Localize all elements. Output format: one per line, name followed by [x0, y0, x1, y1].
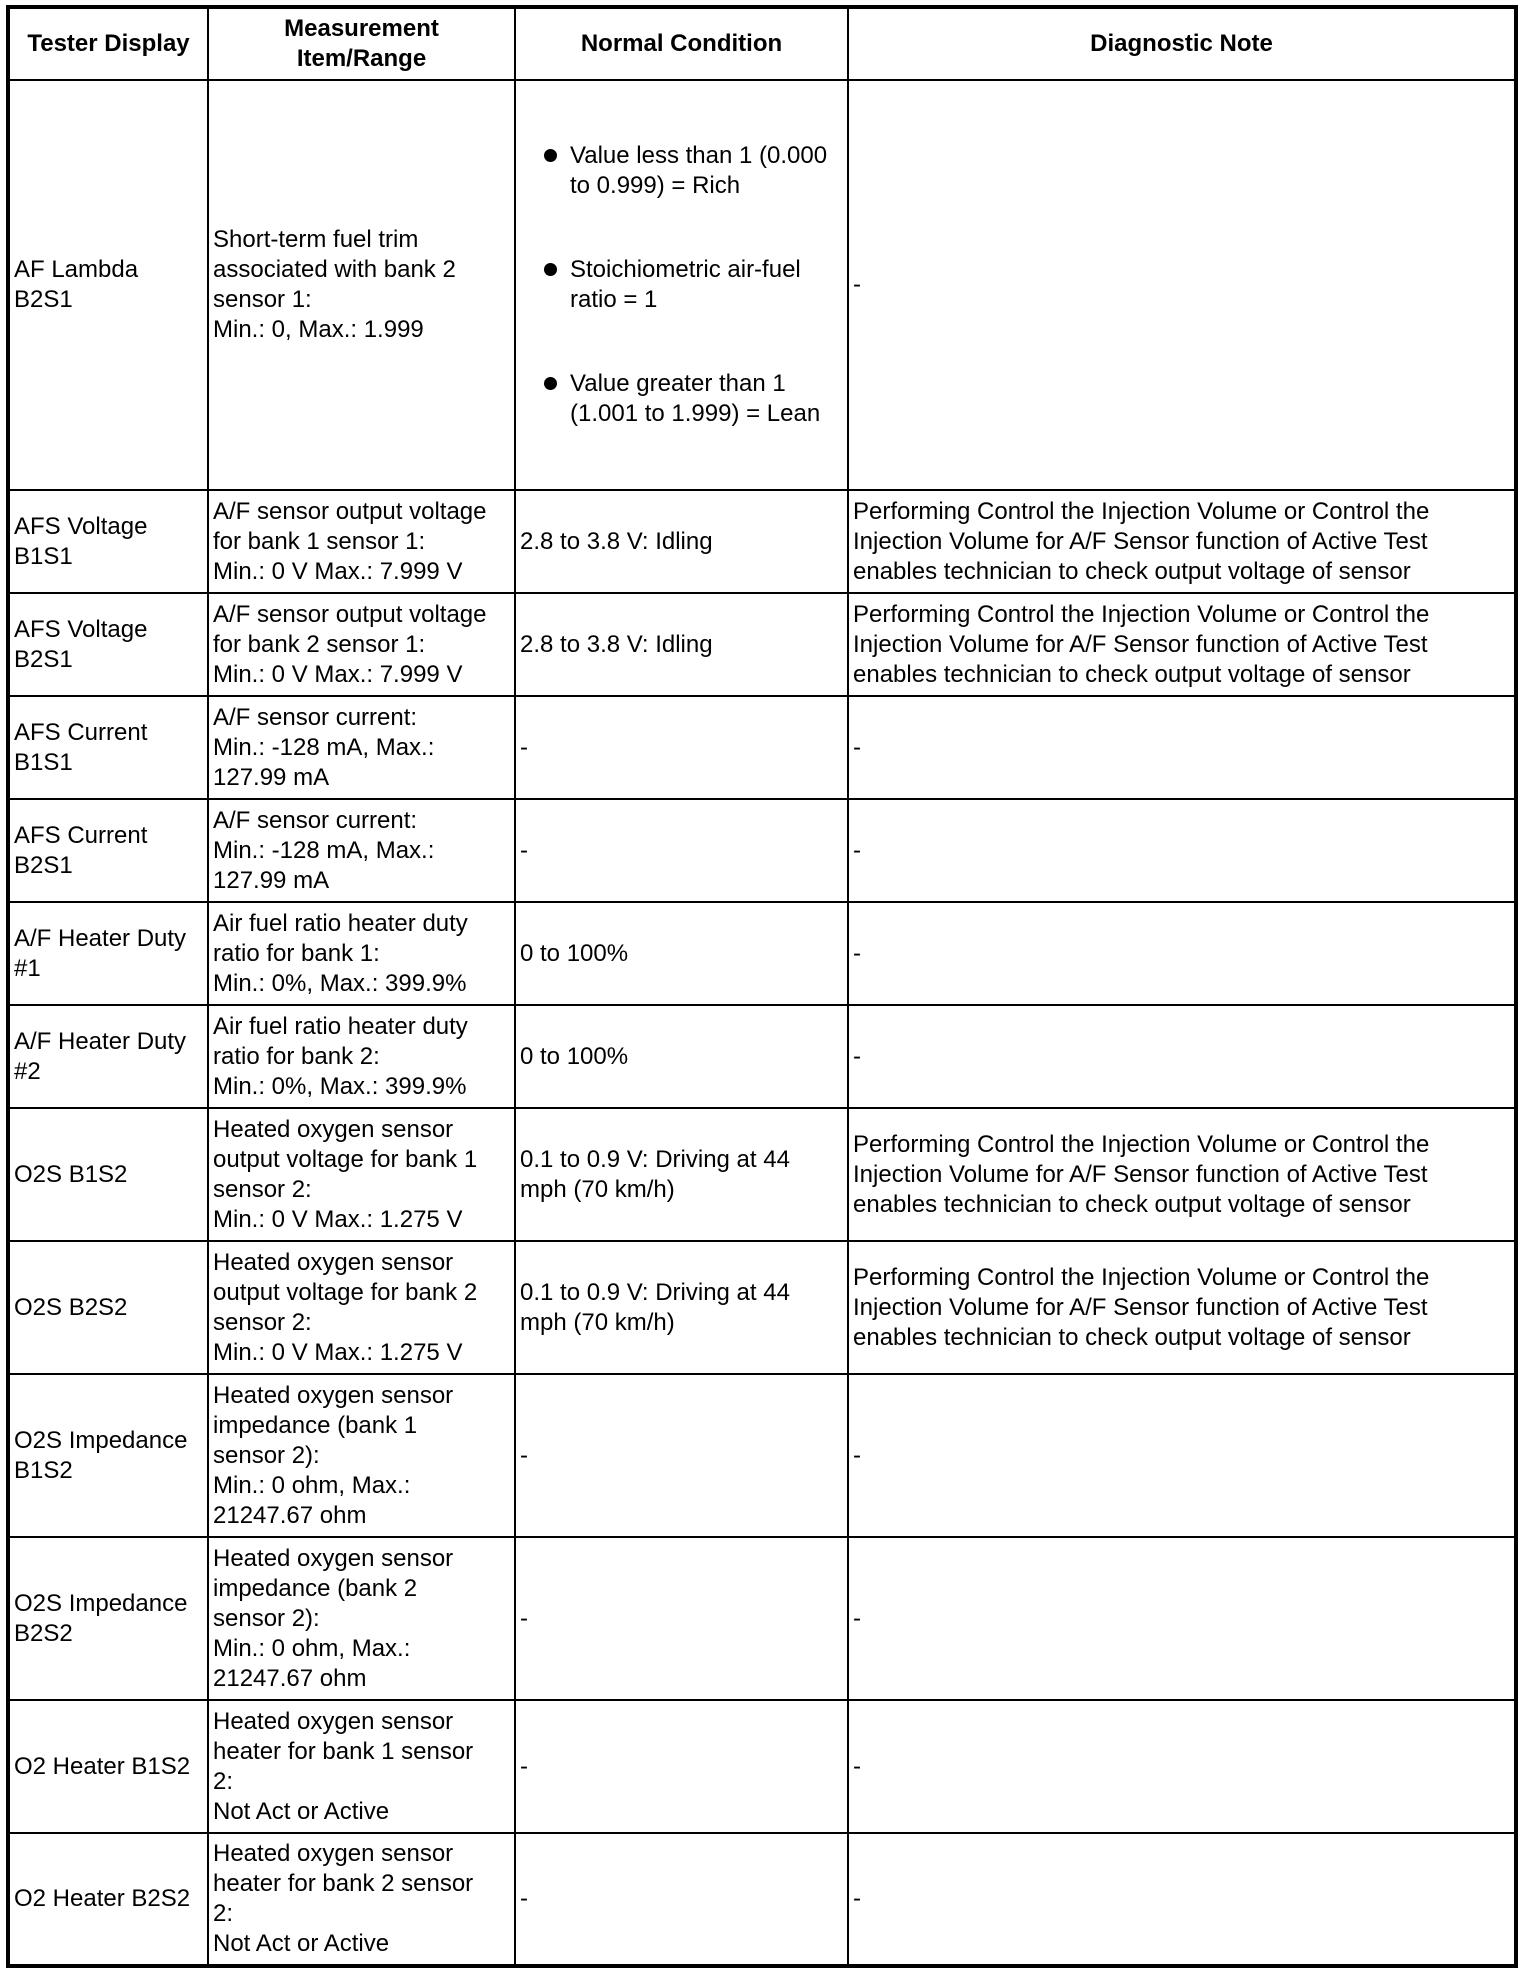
tester-display-cell: AFS Current B2S1 [8, 799, 208, 902]
data-list-table [6, 5, 1518, 1968]
normal-condition-cell: 0 to 100% [515, 902, 848, 1005]
measurement-cell: Heated oxygen sensor heater for bank 2 sensor 2: Not Act or Active [208, 1833, 515, 1966]
tester-display-cell: AF Lambda B2S1 [8, 80, 208, 490]
measurement-cell: Heated oxygen sensor output voltage for bank 2 sensor 2: Min.: 0 V Max.: 1.275 V [208, 1241, 515, 1374]
table-row [8, 902, 1516, 1005]
tester-display-cell: O2S B1S2 [8, 1108, 208, 1241]
bullet-text: Value less than 1 (0.000 to 0.999) = Rich [570, 142, 828, 199]
measurement-cell: A/F sensor output voltage for bank 1 sensor 1: Min.: 0 V Max.: 7.999 V [208, 490, 515, 593]
diagnostic-note-cell: - [848, 1374, 1516, 1537]
tester-display-cell: A/F Heater Duty #2 [8, 1005, 208, 1108]
diagnostic-note-cell: Performing Control the Injection Volume or Control the Injection Volume for A/F Sensor function of Active Test enables technician to check output voltage of sensor [848, 1241, 1516, 1374]
normal-condition-cell: - [515, 696, 848, 799]
normal-condition-cell: - [515, 1700, 848, 1833]
table-row [8, 1833, 1516, 1966]
normal-condition-cell: - [515, 799, 848, 902]
bullet-text: Stoichiometric air-fuel ratio = 1 [570, 256, 801, 313]
bullet-text: Value greater than 1 (1.001 to 1.999) = Lean [570, 370, 821, 427]
normal-condition-cell: 0 to 100% [515, 1005, 848, 1108]
tester-display-cell: AFS Voltage B2S1 [8, 593, 208, 696]
measurement-cell: Heated oxygen sensor impedance (bank 1 sensor 2): Min.: 0 ohm, Max.: 21247.67 ohm [208, 1374, 515, 1537]
table-row [8, 1108, 1516, 1241]
tester-display-cell: AFS Current B1S1 [8, 696, 208, 799]
diagnostic-note-cell: - [848, 1833, 1516, 1966]
diagnostic-note-cell: Performing Control the Injection Volume or Control the Injection Volume for A/F Sensor function of Active Test enables technician to check output voltage of sensor [848, 490, 1516, 593]
list-item [520, 255, 843, 315]
normal-condition-cell: - [515, 1833, 848, 1966]
diagnostic-note-cell: - [848, 696, 1516, 799]
normal-condition-cell: 0.1 to 0.9 V: Driving at 44 mph (70 km/h) [515, 1241, 848, 1374]
normal-condition-cell: - [515, 1537, 848, 1700]
header-normal-condition: Normal Condition [515, 7, 848, 80]
tester-display-cell: O2 Heater B2S2 [8, 1833, 208, 1966]
normal-condition-cell: 2.8 to 3.8 V: Idling [515, 490, 848, 593]
diagnostic-note-cell: - [848, 902, 1516, 1005]
measurement-cell: Air fuel ratio heater duty ratio for bank 2: Min.: 0%, Max.: 399.9% [208, 1005, 515, 1108]
diagnostic-note-cell: - [848, 1005, 1516, 1108]
tester-display-cell: A/F Heater Duty #1 [8, 902, 208, 1005]
normal-condition-list [520, 111, 843, 459]
diagnostic-note-cell: - [848, 799, 1516, 902]
measurement-cell: Air fuel ratio heater duty ratio for bank 1: Min.: 0%, Max.: 399.9% [208, 902, 515, 1005]
table-row [8, 1241, 1516, 1374]
header-measurement: Measurement Item/Range [208, 7, 515, 80]
table-row [8, 593, 1516, 696]
normal-condition-cell [515, 80, 848, 490]
bullet-icon [544, 149, 557, 162]
table-row [8, 696, 1516, 799]
bullet-icon [544, 263, 557, 276]
table-row [8, 1700, 1516, 1833]
diagnostic-note-cell: - [848, 1537, 1516, 1700]
measurement-cell: Heated oxygen sensor output voltage for bank 1 sensor 2: Min.: 0 V Max.: 1.275 V [208, 1108, 515, 1241]
measurement-cell: Short-term fuel trim associated with bank 2 sensor 1: Min.: 0, Max.: 1.999 [208, 80, 515, 490]
diagnostic-note-cell: Performing Control the Injection Volume or Control the Injection Volume for A/F Sensor function of Active Test enables technician to check output voltage of sensor [848, 593, 1516, 696]
header-row [8, 7, 1516, 80]
tester-display-cell: O2 Heater B1S2 [8, 1700, 208, 1833]
diagnostic-note-cell: Performing Control the Injection Volume or Control the Injection Volume for A/F Sensor function of Active Test enables technician to check output voltage of sensor [848, 1108, 1516, 1241]
normal-condition-cell: - [515, 1374, 848, 1537]
table-row [8, 80, 1516, 490]
measurement-cell: Heated oxygen sensor impedance (bank 2 sensor 2): Min.: 0 ohm, Max.: 21247.67 ohm [208, 1537, 515, 1700]
measurement-cell: Heated oxygen sensor heater for bank 1 sensor 2: Not Act or Active [208, 1700, 515, 1833]
diagnostic-note-cell: - [848, 80, 1516, 490]
header-diagnostic-note: Diagnostic Note [848, 7, 1516, 80]
table-row [8, 1005, 1516, 1108]
table-row [8, 490, 1516, 593]
document-page [6, 5, 1514, 1957]
measurement-cell: A/F sensor current: Min.: -128 mA, Max.: 127.99 mA [208, 696, 515, 799]
normal-condition-cell: 0.1 to 0.9 V: Driving at 44 mph (70 km/h) [515, 1108, 848, 1241]
tester-display-cell: AFS Voltage B1S1 [8, 490, 208, 593]
measurement-cell: A/F sensor output voltage for bank 2 sensor 1: Min.: 0 V Max.: 7.999 V [208, 593, 515, 696]
measurement-cell: A/F sensor current: Min.: -128 mA, Max.: 127.99 mA [208, 799, 515, 902]
tester-display-cell: O2S B2S2 [8, 1241, 208, 1374]
bullet-icon [544, 377, 557, 390]
list-item [520, 369, 843, 429]
normal-condition-cell: 2.8 to 3.8 V: Idling [515, 593, 848, 696]
list-item [520, 141, 843, 201]
table-row [8, 799, 1516, 902]
diagnostic-note-cell: - [848, 1700, 1516, 1833]
header-tester-display: Tester Display [8, 7, 208, 80]
table-row [8, 1374, 1516, 1537]
tester-display-cell: O2S Impedance B1S2 [8, 1374, 208, 1537]
table-row [8, 1537, 1516, 1700]
tester-display-cell: O2S Impedance B2S2 [8, 1537, 208, 1700]
